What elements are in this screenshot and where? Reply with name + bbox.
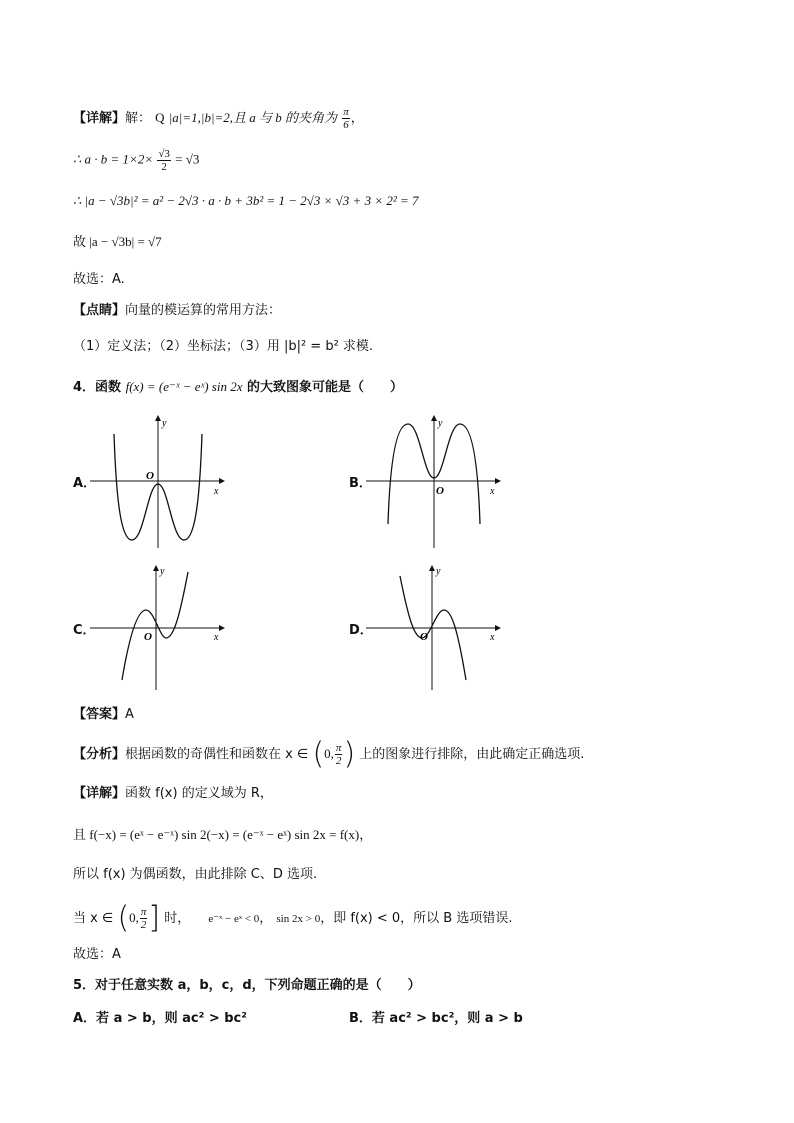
- x-label: x: [214, 486, 219, 497]
- answer-line: 【答案】A: [73, 707, 134, 722]
- origin-label: O: [420, 631, 428, 643]
- question-5-stem: 5．对于任意实数 a，b，c，d，下列命题正确的是（ ）: [73, 978, 421, 993]
- x-label: x: [490, 486, 495, 497]
- option-c-label: C．: [73, 623, 96, 638]
- origin-label: O: [436, 485, 444, 497]
- question-5-option-b[interactable]: B．若 ac² > bc²，则 a > b: [349, 1011, 523, 1026]
- detail-line-2: 【详解】函数 f(x) 的定义域为 R，: [73, 786, 273, 801]
- pi-over-2: $\frac{\pi}{2}$: [335, 742, 342, 767]
- even-function-line: 且 f(−x) = (eˣ − e⁻ˣ) sin 2(−x) = (e⁻ˣ − eˣ) sin 2x = f(x)，: [73, 827, 373, 842]
- origin-label: O: [146, 470, 154, 482]
- origin-label: O: [144, 631, 152, 643]
- square-expansion-line: ∴ |a − √3b|² = a² − 2√3 · a · b + 3b² = 1 − 2√3 × √3 + 3 × 2² = 7: [73, 193, 419, 208]
- curve-c: [122, 572, 188, 680]
- point-line: 【点睛】向量的模运算的常用方法：: [73, 303, 282, 318]
- function-formula: f(x) = (e⁻ˣ − eˣ) sin 2x: [125, 379, 243, 394]
- graph-option-a[interactable]: [90, 412, 230, 550]
- because-symbol: Q: [155, 110, 165, 125]
- detail-tag: 【详解】: [73, 111, 126, 126]
- graph-option-c[interactable]: [90, 562, 230, 692]
- option-b-label: B．: [349, 476, 372, 491]
- x-label: x: [490, 632, 495, 643]
- x-label: x: [214, 632, 219, 643]
- solution-prefix: 解：: [125, 111, 152, 126]
- question-5-option-a[interactable]: A．若 a > b，则 ac² > bc²: [73, 1011, 247, 1026]
- y-label: y: [160, 566, 165, 577]
- angle-fraction: $\frac{\pi}{6}$: [343, 106, 349, 131]
- detail-line-1: 【详解】解： Q |a|=1,|b|=2,且 a 与 b 的夹角为 $\frac{\pi}{6}$ ，: [73, 106, 364, 131]
- pi-over-2: $\frac{\pi}{2}$: [140, 906, 147, 931]
- sqrt3-over-2: $\frac{√3}{2}$: [158, 148, 170, 173]
- result-line: 故 |a − √3b| = √7: [73, 234, 162, 249]
- graph-option-b[interactable]: [366, 412, 506, 550]
- y-label: y: [162, 418, 167, 429]
- condition-text: |a|=1,|b|=2,且 a 与 b 的夹角为: [168, 110, 338, 125]
- question-4-stem: 4．函数 f(x) = (e⁻ˣ − eˣ) sin 2x 的大致图象可能是（ ）: [73, 379, 404, 395]
- graph-option-d[interactable]: [366, 562, 506, 692]
- methods-line: （1）定义法；（2）坐标法；（3）用 |b|² = b² 求模.: [73, 339, 374, 354]
- interval-check-line: 当 x ∈ (0, $\frac{\pi}{2}$ ] 时， e⁻ˣ − eˣ < 0， sin 2x > 0，即 f(x) < 0，所以 B 选项错误.: [73, 900, 513, 936]
- option-d-label: D．: [349, 623, 373, 638]
- y-label: y: [436, 566, 441, 577]
- y-label: y: [438, 418, 443, 429]
- even-conclusion-line: 所以 f(x) 为偶函数，由此排除 C、D 选项.: [73, 867, 318, 882]
- dot-product-line: ∴ a · b = 1×2× $\frac{√3}{2}$ = √3: [73, 148, 200, 173]
- option-a-label: A．: [73, 476, 97, 491]
- choose-answer-1: 故选：A.: [73, 272, 125, 287]
- analysis-line: 【分析】根据函数的奇偶性和函数在 x ∈ (0, $\frac{\pi}{2}$ ) 上的图象进行排除，由此确定正确选项.: [73, 736, 585, 772]
- answer-value: A: [125, 707, 134, 722]
- choose-answer-2: 故选：A: [73, 947, 121, 962]
